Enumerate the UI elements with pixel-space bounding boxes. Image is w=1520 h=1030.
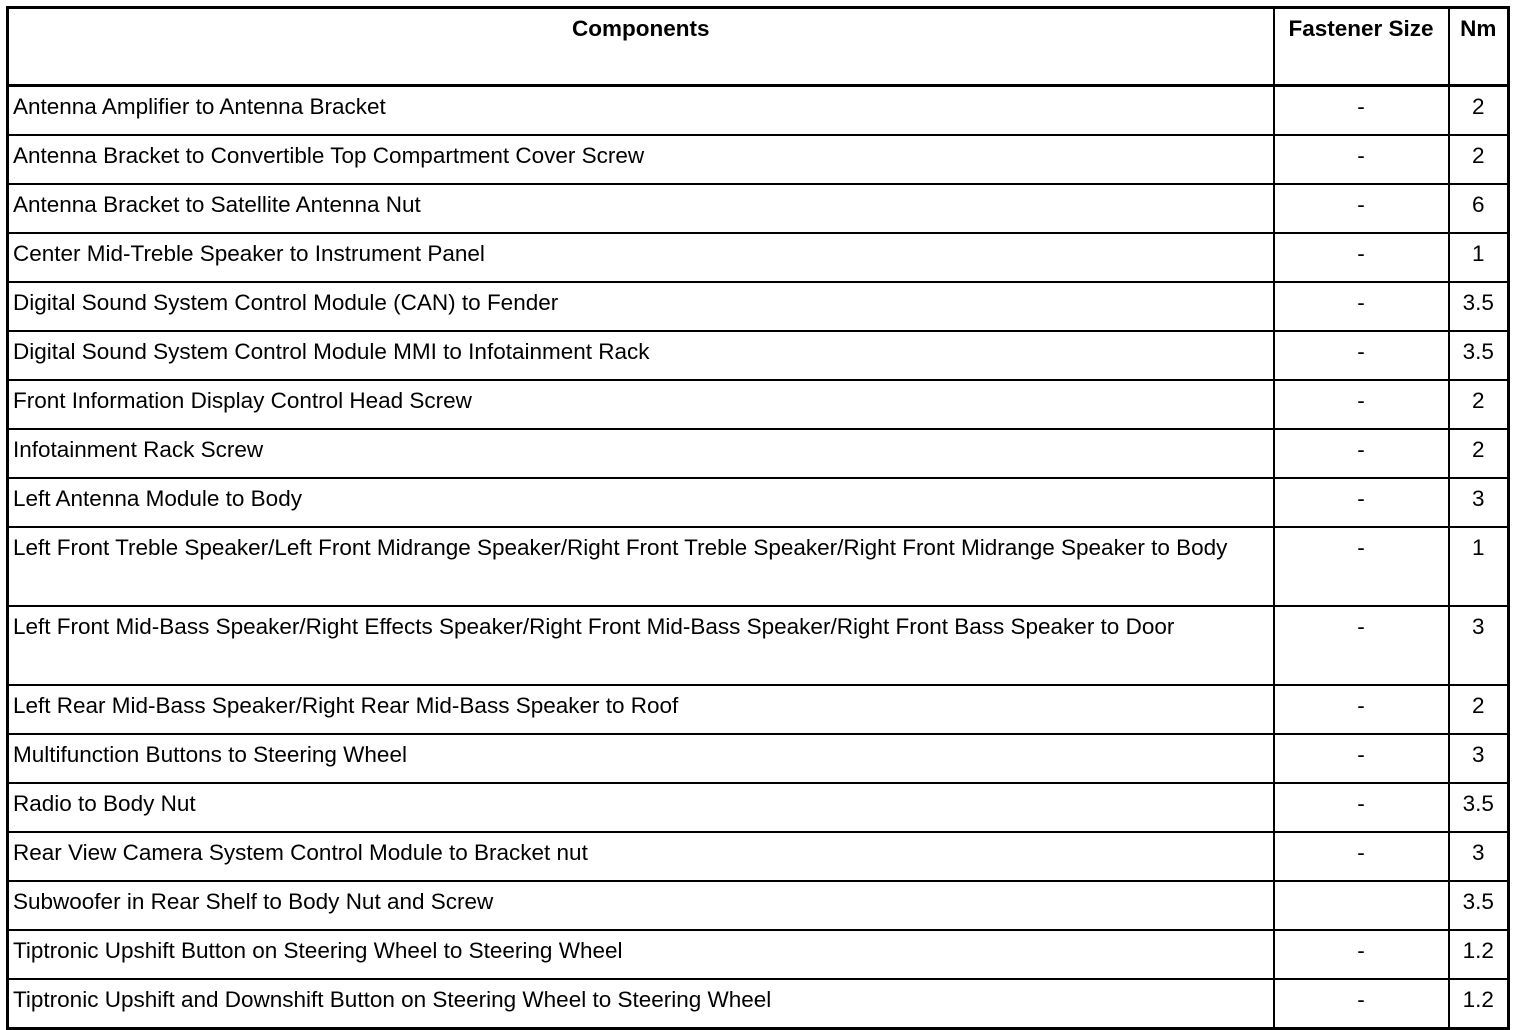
nm-cell: 6: [1449, 184, 1509, 233]
fastener-size-cell: -: [1274, 331, 1449, 380]
table-row: [8, 606, 1509, 685]
table-row: [8, 832, 1509, 881]
table-row: [8, 478, 1509, 527]
fastener-size-cell: -: [1274, 979, 1449, 1029]
torque-spec-table: [6, 6, 1510, 1030]
table-row: [8, 184, 1509, 233]
component-cell: Antenna Bracket to Satellite Antenna Nut: [8, 184, 1274, 233]
nm-cell: 3: [1449, 832, 1509, 881]
nm-cell: 2: [1449, 86, 1509, 136]
nm-cell: 2: [1449, 380, 1509, 429]
table-row: [8, 685, 1509, 734]
fastener-size-cell: -: [1274, 930, 1449, 979]
component-cell: Front Information Display Control Head Screw: [8, 380, 1274, 429]
nm-cell: 3: [1449, 734, 1509, 783]
component-cell: Radio to Body Nut: [8, 783, 1274, 832]
fastener-size-cell: [1274, 881, 1449, 930]
fastener-size-cell: -: [1274, 184, 1449, 233]
nm-cell: 3.5: [1449, 282, 1509, 331]
component-cell: Subwoofer in Rear Shelf to Body Nut and Screw: [8, 881, 1274, 930]
table-row: [8, 429, 1509, 478]
table-row: [8, 881, 1509, 930]
fastener-size-cell: -: [1274, 685, 1449, 734]
nm-cell: 3.5: [1449, 331, 1509, 380]
fastener-size-cell: -: [1274, 282, 1449, 331]
fastener-size-cell: -: [1274, 233, 1449, 282]
fastener-size-cell: -: [1274, 429, 1449, 478]
nm-cell: 3.5: [1449, 881, 1509, 930]
nm-cell: 1.2: [1449, 979, 1509, 1029]
fastener-size-cell: -: [1274, 135, 1449, 184]
table-row: [8, 734, 1509, 783]
fastener-size-cell: -: [1274, 832, 1449, 881]
table-row: [8, 331, 1509, 380]
header-components: Components: [8, 8, 1274, 86]
fastener-size-cell: -: [1274, 86, 1449, 136]
nm-cell: 3: [1449, 478, 1509, 527]
component-cell: Antenna Amplifier to Antenna Bracket: [8, 86, 1274, 136]
fastener-size-cell: -: [1274, 380, 1449, 429]
fastener-size-cell: -: [1274, 527, 1449, 606]
table-row: [8, 527, 1509, 606]
header-nm: Nm: [1449, 8, 1509, 86]
table-row: [8, 233, 1509, 282]
fastener-size-cell: -: [1274, 734, 1449, 783]
nm-cell: 3: [1449, 606, 1509, 685]
table-row: [8, 930, 1509, 979]
table-row: [8, 86, 1509, 136]
fastener-size-cell: -: [1274, 783, 1449, 832]
fastener-size-cell: -: [1274, 478, 1449, 527]
component-cell: Center Mid-Treble Speaker to Instrument Panel: [8, 233, 1274, 282]
nm-cell: 2: [1449, 135, 1509, 184]
component-cell: Left Antenna Module to Body: [8, 478, 1274, 527]
component-cell: Multifunction Buttons to Steering Wheel: [8, 734, 1274, 783]
table-row: [8, 783, 1509, 832]
header-fastener-size: Fastener Size: [1274, 8, 1449, 86]
table-row: [8, 135, 1509, 184]
component-cell: Digital Sound System Control Module MMI to Infotainment Rack: [8, 331, 1274, 380]
nm-cell: 1: [1449, 233, 1509, 282]
header-row: [8, 8, 1509, 86]
component-cell: Left Rear Mid-Bass Speaker/Right Rear Mid-Bass Speaker to Roof: [8, 685, 1274, 734]
component-cell: Antenna Bracket to Convertible Top Compartment Cover Screw: [8, 135, 1274, 184]
table-row: [8, 380, 1509, 429]
table-row: [8, 979, 1509, 1029]
component-cell: Digital Sound System Control Module (CAN) to Fender: [8, 282, 1274, 331]
fastener-size-cell: -: [1274, 606, 1449, 685]
nm-cell: 3.5: [1449, 783, 1509, 832]
component-cell: Rear View Camera System Control Module to Bracket nut: [8, 832, 1274, 881]
nm-cell: 1.2: [1449, 930, 1509, 979]
component-cell: Infotainment Rack Screw: [8, 429, 1274, 478]
nm-cell: 1: [1449, 527, 1509, 606]
table-row: [8, 282, 1509, 331]
component-cell: Tiptronic Upshift and Downshift Button on Steering Wheel to Steering Wheel: [8, 979, 1274, 1029]
component-cell: Left Front Mid-Bass Speaker/Right Effects Speaker/Right Front Mid-Bass Speaker/Right Front Bass Speaker to Door: [8, 606, 1274, 685]
nm-cell: 2: [1449, 429, 1509, 478]
nm-cell: 2: [1449, 685, 1509, 734]
component-cell: Left Front Treble Speaker/Left Front Midrange Speaker/Right Front Treble Speaker/Right Front Midrange Speaker to Body: [8, 527, 1274, 606]
component-cell: Tiptronic Upshift Button on Steering Wheel to Steering Wheel: [8, 930, 1274, 979]
